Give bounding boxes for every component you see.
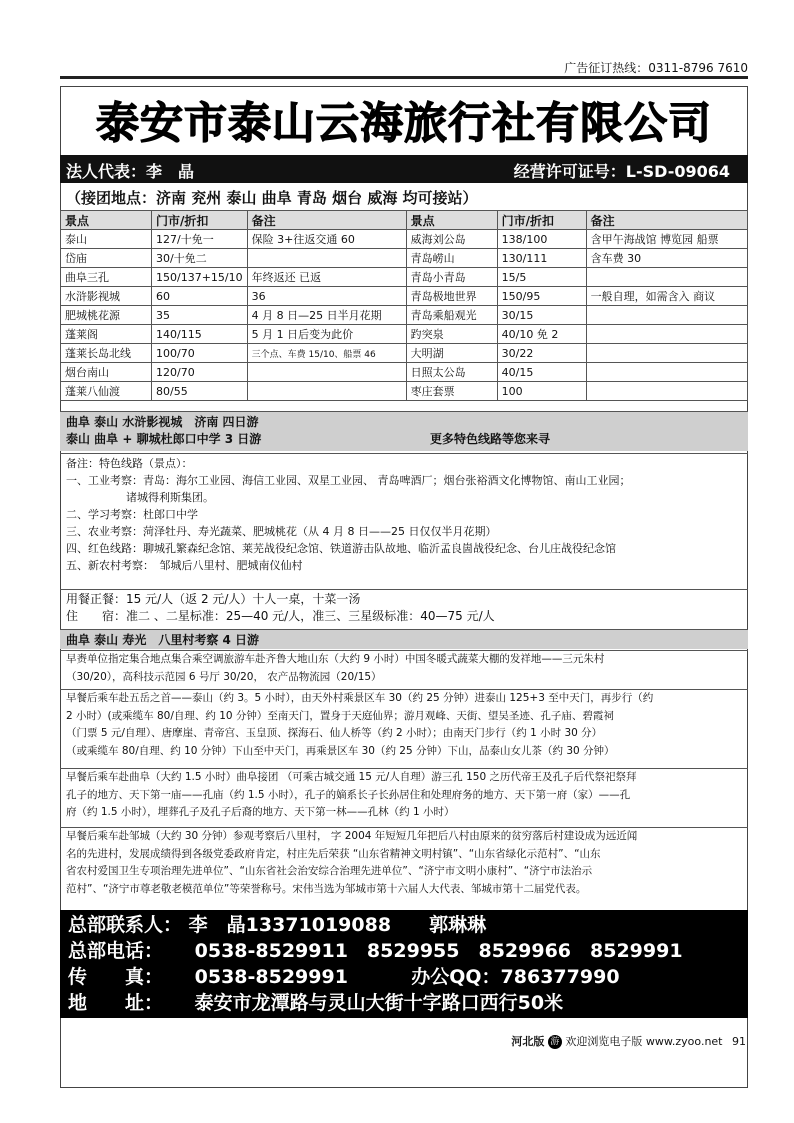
table-row [61,306,748,325]
cell [247,363,406,382]
cell: 36 [247,287,406,306]
cell: 水浒影视城 [61,287,152,306]
cell: 含甲午海战馆 博览园 船票 [586,230,747,249]
cell: 140/115 [152,325,248,344]
route-line [66,431,742,448]
cell: 60 [152,287,248,306]
cell: 年终返还 已返 [247,268,406,287]
cell: 泰山 [61,230,152,249]
cell: 肥城桃花源 [61,306,152,325]
contact-block [60,910,748,1018]
site-logo-icon: 游 [548,1035,562,1049]
cell: 蓬莱阁 [61,325,152,344]
col-header: 备注 [247,211,406,230]
cell: 枣庄套票 [406,382,497,401]
legal-rep: 法人代表：李 晶 [66,162,195,181]
table-row [61,382,748,401]
ad-hotline: 广告征订热线：0311-8796 7610 [564,61,748,75]
route-title: 泰山 曲阜 + 聊城杜郎口中学 3 日游 [66,432,262,446]
cell: 30/15 [497,306,586,325]
cell: 烟台南山 [61,363,152,382]
contact-phone-row [68,938,740,964]
itinerary-line: 省农村爱国卫生专项治理先进单位”、“山东省社会治安综合治理先进单位”、“济宁市文明小康村”、“济宁市法治示 [66,865,593,877]
table-row [61,230,748,249]
cell: 5 月 1 日后变为此价 [247,325,406,344]
contact-address: 泰安市龙潭路与灵山大街十字路口西行50米 [194,992,564,1014]
note-item: 三、农业考察：菏泽牡丹、寿光蔬菜、肥城桃花（从 4 月 8 日——25 日仅仅半月花期） [66,525,497,538]
table-row [61,268,748,287]
table-row [61,344,748,363]
meal-info: 用餐正餐：15 元/人（返 2 元/人）十人一桌，十菜一汤 [66,592,361,606]
contact-person-row [68,912,740,938]
cell: 青岛小青岛 [406,268,497,287]
cell: 蓬莱长岛北线 [61,344,152,363]
itinerary-line: 早餐后乘车赴五岳之首——泰山（约 3。5 小时），由天外村乘景区车 30（约 25 分钟）进泰山 125+3 至中天门，再步行（约 [66,692,654,704]
top-rule [60,76,748,79]
col-header: 门市/折扣 [497,211,586,230]
cell [586,268,747,287]
cell: 150/95 [497,287,586,306]
col-header: 门市/折扣 [152,211,248,230]
notes-block [60,453,748,589]
itinerary-line: 名的先进村，发展成绩得到各级党委政府肯定，村庄先后荣获 “山东省精神文明村镇”、“山东省绿化示范村”、“山东 [66,847,601,860]
itinerary-line: （或乘缆车 80/自理、约 10 分钟）下山至中天门，再乘景区车 30（约 25 分钟）下山，品泰山女儿茶（约 30 分钟） [66,744,615,757]
cell: 40/10 免 2 [497,325,586,344]
cell: 岱庙 [61,249,152,268]
page-footer [511,1033,746,1049]
itinerary-line: （30/20），高科技示范园 6 号厅 30/20， 农产品物流园（20/15） [66,670,382,683]
pickup-locations: （接团地点：济南 兖州 泰山 曲阜 青岛 烟台 威海 均可接站） [66,189,478,207]
license-number: 经营许可证号：L-SD-09064 [513,162,730,181]
cell: 120/70 [152,363,248,382]
rep-license-bar [60,155,748,183]
itinerary-line: 早餐后乘车赴邹城（大约 30 分钟）参观考察后八里村， 字 2004 年短短几年把后八村由原来的贫穷落后村建设成为远近闻 [66,830,638,842]
note-item: 五、新农村考察： 邹城后八里村、肥城南仪仙村 [66,559,303,572]
contact-person: 李 晶13371019088 郭琳琳 [188,914,487,936]
cell: 30/十免二 [152,249,248,268]
col-header: 备注 [586,211,747,230]
cell: 100/70 [152,344,248,363]
cell: 威海刘公岛 [406,230,497,249]
cell: 150/137+15/10 [152,268,248,287]
page-number: 91 [732,1035,746,1048]
cell: 100 [497,382,586,401]
cell: 蓬莱八仙渡 [61,382,152,401]
cell: 127/十免一 [152,230,248,249]
contact-address-row [68,990,740,1016]
table-header-row [61,211,748,230]
route-title: 曲阜 泰山 水浒影视城 济南 四日游 [66,415,259,429]
itinerary-line: 早赉单位指定集合地点集合乘空调旅游车赴齐鲁大地山东（大约 9 小时）中国冬暖式蔬菜大棚的发祥地——三元朱村 [66,653,605,665]
cell: 15/5 [497,268,586,287]
col-header: 景点 [406,211,497,230]
edition-label: 河北版 [511,1035,545,1048]
itinerary-line: 早餐后乘车赴曲阜（大约 1.5 小时）曲阜接团 （可乘古城交通 15 元/人自理）游三孔 150 之历代帝王及孔子后代祭祀祭拜 [66,771,637,783]
table-row [61,249,748,268]
notes-title: 备注：特色线路（景点）： [66,457,193,470]
contact-person-label: 总部联系人： [68,914,183,936]
cell: 30/22 [497,344,586,363]
cell: 日照太公岛 [406,363,497,382]
cell: 含车费 30 [586,249,747,268]
note-item: 一、工业考察：青岛：海尔工业园、海信工业园、双星工业园、 青岛啤酒厂；烟台张裕酒文化博物馆、南山工业园； [66,474,631,487]
cell: 曲阜三孔 [61,268,152,287]
cell: 80/55 [152,382,248,401]
route-title-4day: 曲阜 泰山 寿光 八里村考察 4 日游 [60,629,748,649]
more-routes: 更多特色线路等您来寻 [430,432,551,446]
cell: 一般自理，如需含入 商议 [586,287,747,306]
route-block-1 [60,411,748,451]
cell [247,382,406,401]
price-table [60,210,748,401]
contact-phone: 0538-8529911 8529955 8529966 8529991 [194,940,683,962]
itinerary-line: 范村”、“济宁市尊老敬老模范单位”等荣誉称号。宋伟当选为邹城市第十六届人大代表、邹城市第十二届党代表。 [66,882,587,895]
cell [586,382,747,401]
itinerary-line: 孔子的地方、天下第一庙——孔庙（约 1.5 小时），孔子的嫡系长子长孙居住和处理府务的地方、天下第一府（家）——孔 [66,788,631,801]
note-item: 二、学习考察：杜郎口中学 [66,508,198,521]
cell: 138/100 [497,230,586,249]
itinerary-day-4 [60,827,748,907]
cell: 青岛崂山 [406,249,497,268]
cell [586,344,747,363]
contact-qq: 办公QQ：786377990 [411,966,620,988]
itinerary-line: 2 小时）(或乘缆车 80/自理、约 10 分钟）至南天门，置身于天庭仙界；游月观峰、天街、望吴圣迹、孔子庙、碧霞祠 [66,709,614,722]
contact-address-label: 地 址： [68,992,164,1014]
contact-fax: 0538-8529991 [194,966,348,988]
cell [586,306,747,325]
table-row [61,325,748,344]
itinerary-day-3 [60,768,748,826]
company-title: 泰安市泰山云海旅行社有限公司 [96,99,712,149]
cell: 40/15 [497,363,586,382]
table-row [61,363,748,382]
itinerary-line: （门票 5 元/自理）、唐摩崖、青帝宫、玉皇顶、探海石、仙人桥等（约 2 小时）；由南天门步行（约 1 小时 30 分） [66,727,603,739]
cell [586,325,747,344]
lodging-info: 住 宿：准二 、二星标准：25—40 元/人，准三、三星级标准：40—75 元/人 [66,609,495,623]
col-header: 景点 [61,211,152,230]
cell: 大明湖 [406,344,497,363]
cell: 三个点、车费 15/10、船票 46 [247,344,406,363]
cell [586,363,747,382]
contact-phone-label: 总部电话： [68,940,164,962]
cell: 青岛极地世界 [406,287,497,306]
cell: 130/111 [497,249,586,268]
cell: 趵突泉 [406,325,497,344]
cell: 35 [152,306,248,325]
itinerary-line: 府（约 1.5 小时），埋葬孔子及孔子后裔的地方、天下第一林——孔林（约 1 小时） [66,806,455,818]
cell [247,249,406,268]
itinerary-day-1 [60,650,748,688]
itinerary-day-2 [60,689,748,767]
contact-fax-row [68,964,740,990]
cell: 4 月 8 日—25 日半月花期 [247,306,406,325]
note-item: 四、红色线路：聊城孔繁森纪念馆、莱芜战役纪念馆、铁道游击队故地、临沂孟良崮战役纪念、台儿庄战役纪念馆 [66,542,616,555]
cell: 青岛乘船观光 [406,306,497,325]
meal-lodging [60,589,748,629]
contact-fax-label: 传 真： [68,966,164,988]
note-item: 诸城得利斯集团。 [126,491,214,504]
welcome-text: 欢迎浏览电子版 www.zyoo.net [565,1035,723,1048]
table-row [61,287,748,306]
cell: 保险 3+往返交通 60 [247,230,406,249]
